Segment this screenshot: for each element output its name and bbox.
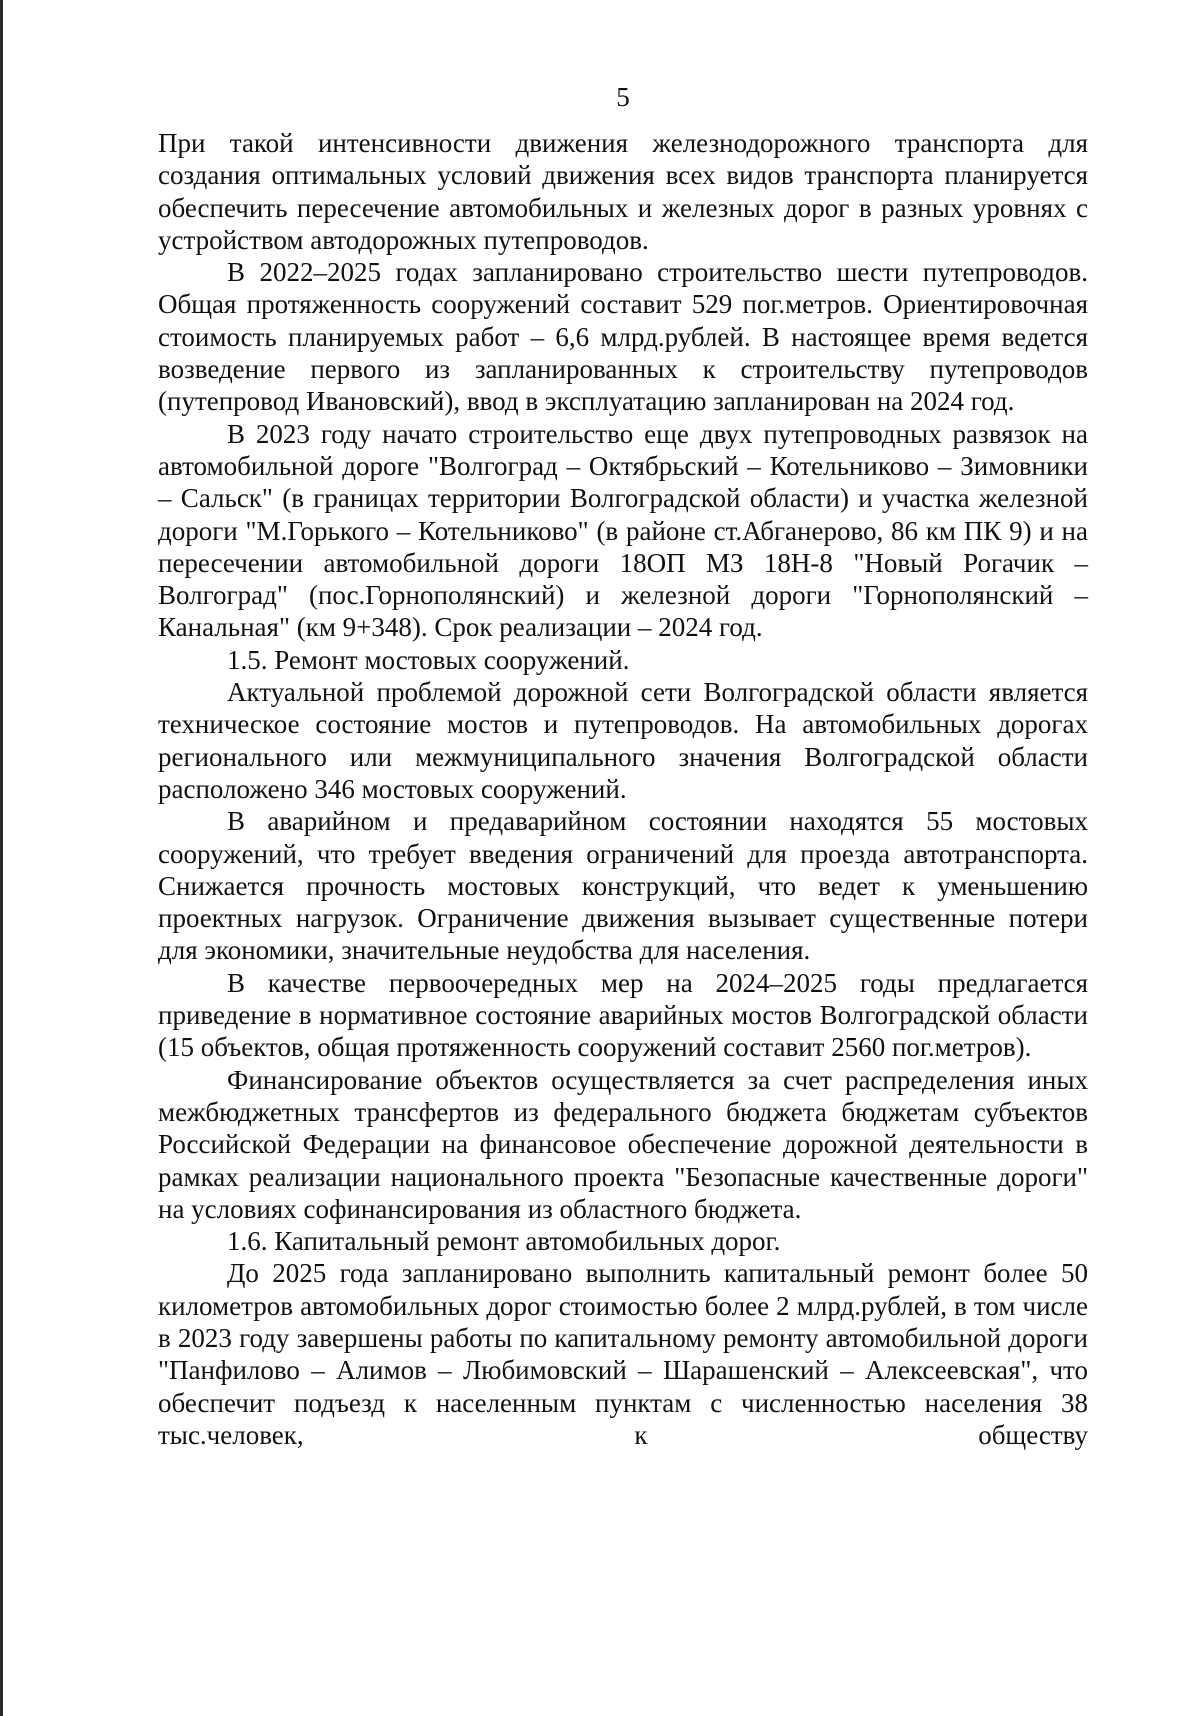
paragraph-emergency-bridges: В аварийном и предаварийном состоянии находятся 55 мостовых сооружений, что требует введения ограничений для проезда автотранспорта. Снижается прочность мостовых конструкций, что ведет к уменьшению проектных нагрузок. Ограничение движения вызывает существенные потери для экономики, значительные неудобства для населения. [158,806,1088,966]
document-body [158,127,1088,1451]
paragraph-interchanges-2023: В 2023 году начато строительство еще двух путепроводных развязок на автомобильной дороге "Волгоград – Октябрьский – Котельниково – Зимовники – Сальск" (в границах территории Волгоградской области) и участка железной дороги "М.Горького – Котельниково" (в районе ст.Абганерово, 86 км ПК 9) и на пересечении автомобильной дороги 18ОП МЗ 18Н-8 "Новый Рогачик – Волгоград" (пос.Горнополянский) и железной дороги "Горнополянский – Канальная" (км 9+348). Срок реализации – 2024 год. [158,418,1088,643]
section-heading-bridge-repair: 1.5. Ремонт мостовых сооружений. [227,644,630,675]
paragraph-capital-repair-plan: До 2025 года запланировано выполнить капитальный ремонт более 50 километров автомобильных дорог стоимостью более 2 млрд.рублей, в том числе в 2023 году завершены работы по капитальному ремонту автомобильной дороги "Панфилово – Алимов – Любимовский – Шарашенский – Алексеевская", что обеспечит подъезд к населенным пунктам с численностью населения 38 тыс.человек, к обществу [158,1258,1088,1450]
scan-edge [0,0,3,1716]
paragraph-financing: Финансирование объектов осуществляется за счет распределения иных межбюджетных трансфертов из федерального бюджета бюджетам субъектов Российской Федерации на финансовое обеспечение дорожной деятельности в рамках реализации национального проекта "Безопасные качественные дороги" на условиях софинансирования из областного бюджета. [158,1064,1088,1224]
paragraph-overpasses-plan: В 2022–2025 годах запланировано строительство шести путепроводов. Общая протяженность сооружений составит 529 пог.метров. Ориентировочная стоимость планируемых работ – 6,6 млрд.рублей. В настоящее время ведется возведение первого из запланированных к строительству путепроводов (путепровод Ивановский), ввод в эксплуатацию запланирован на 2024 год. [158,257,1088,417]
page-number: 5 [616,82,630,112]
paragraph-intro: При такой интенсивности движения железнодорожного транспорта для создания оптимальных условий движения всех видов транспорта планируется обеспечить пересечение автомобильных и железных дорог в разных уровнях с устройством автодорожных путепроводов. [158,128,1088,255]
paragraph-bridge-problem: Актуальной проблемой дорожной сети Волгоградской области является техническое состояние мостов и путепроводов. На автомобильных дорогах регионального или межмуниципального значения Волгоградской области расположено 346 мостовых сооружений. [158,677,1088,804]
paragraph-priority-measures: В качестве первоочередных мер на 2024–2025 годы предлагается приведение в нормативное состояние аварийных мостов Волгоградской области (15 объектов, общая протяженность сооружений составит 2560 пог.метров). [158,967,1088,1063]
section-heading-capital-repair: 1.6. Капитальный ремонт автомобильных дорог. [227,1226,781,1257]
